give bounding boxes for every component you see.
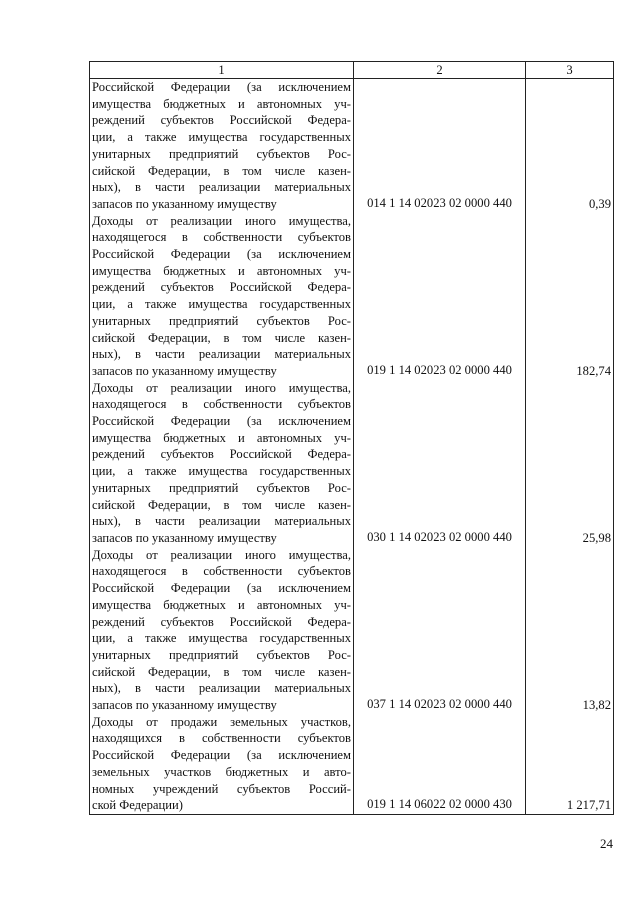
description-line: реждений субъектов Российской Федера- bbox=[92, 614, 351, 629]
description-line: запасов по указанному имуществу bbox=[92, 698, 277, 713]
table-row bbox=[90, 213, 614, 380]
row-amount: 0,39 bbox=[526, 79, 614, 213]
description-line: ных), в части реализации материальных bbox=[92, 681, 351, 696]
header-col-1: 1 bbox=[90, 62, 354, 79]
description-line: унитарных предприятий субъектов Рос- bbox=[92, 647, 351, 662]
description-line: Российской Федерации (за исключением bbox=[92, 80, 351, 94]
row-description bbox=[90, 714, 354, 815]
table-row bbox=[90, 380, 614, 547]
description-line: ции, а также имущества государственных bbox=[92, 130, 351, 145]
table-header bbox=[90, 62, 614, 79]
description-line: ции, а также имущества государственных bbox=[92, 631, 351, 646]
row-amount: 25,98 bbox=[526, 380, 614, 547]
description-line: имущества бюджетных и автономных уч- bbox=[92, 597, 351, 612]
header-row bbox=[90, 62, 614, 79]
description-line: запасов по указанному имуществу bbox=[92, 530, 277, 545]
description-line: Доходы от реализации иного имущества, bbox=[92, 380, 351, 395]
description-line: ции, а также имущества государственных bbox=[92, 297, 351, 312]
description-line: реждений субъектов Российской Федера- bbox=[92, 447, 351, 462]
description-line: сийской Федерации, в том числе казен- bbox=[92, 497, 351, 512]
description-line: Российской Федерации (за исключением bbox=[92, 414, 351, 429]
revenue-table bbox=[89, 61, 614, 815]
description-line: Российской Федерации (за исключением bbox=[92, 247, 351, 262]
description-line: имущества бюджетных и автономных уч- bbox=[92, 263, 351, 278]
description-line: сийской Федерации, в том числе казен- bbox=[92, 664, 351, 679]
description-line: запасов по указанному имуществу bbox=[92, 363, 277, 378]
row-budget-code: 037 1 14 02023 02 0000 440 bbox=[354, 547, 526, 714]
description-line: ных), в части реализации материальных bbox=[92, 180, 351, 195]
description-line: Доходы от реализации иного имущества, bbox=[92, 213, 351, 228]
row-description bbox=[90, 380, 354, 547]
table-row bbox=[90, 79, 614, 213]
description-line: запасов по указанному имуществу bbox=[92, 196, 277, 211]
page-number: 24 bbox=[600, 836, 613, 851]
description-line: ции, а также имущества государственных bbox=[92, 464, 351, 479]
row-budget-code: 019 1 14 02023 02 0000 440 bbox=[354, 213, 526, 380]
table-row bbox=[90, 547, 614, 714]
row-budget-code: 014 1 14 02023 02 0000 440 bbox=[354, 79, 526, 213]
description-line: номных учреждений субъектов Россий- bbox=[92, 781, 351, 796]
description-line: унитарных предприятий субъектов Рос- bbox=[92, 480, 351, 495]
description-line: Российской Федерации (за исключением bbox=[92, 581, 351, 596]
description-line: сийской Федерации, в том числе казен- bbox=[92, 163, 351, 178]
description-line: находящихся в собственности субъектов bbox=[92, 731, 351, 746]
description-line: находящегося в собственности субъектов bbox=[92, 397, 351, 412]
row-budget-code: 019 1 14 06022 02 0000 430 bbox=[354, 714, 526, 815]
description-line: находящегося в собственности субъектов bbox=[92, 564, 351, 579]
row-amount: 1 217,71 bbox=[526, 714, 614, 815]
description-line: ской Федерации) bbox=[92, 798, 183, 813]
description-line: сийской Федерации, в том числе казен- bbox=[92, 330, 351, 345]
description-line: Российской Федерации (за исключением bbox=[92, 748, 351, 763]
description-line: унитарных предприятий субъектов Рос- bbox=[92, 313, 351, 328]
description-line: имущества бюджетных и автономных уч- bbox=[92, 430, 351, 445]
description-line: находящегося в собственности субъектов bbox=[92, 230, 351, 245]
row-description bbox=[90, 213, 354, 380]
header-col-3: 3 bbox=[526, 62, 614, 79]
description-line: реждений субъектов Российской Федера- bbox=[92, 113, 351, 128]
row-amount: 13,82 bbox=[526, 547, 614, 714]
header-col-2: 2 bbox=[354, 62, 526, 79]
row-description bbox=[90, 547, 354, 714]
table-row bbox=[90, 714, 614, 815]
description-line: имущества бюджетных и автономных уч- bbox=[92, 96, 351, 111]
description-line: ных), в части реализации материальных bbox=[92, 347, 351, 362]
description-line: Доходы от продажи земельных участков, bbox=[92, 714, 351, 729]
description-line: ных), в части реализации материальных bbox=[92, 514, 351, 529]
row-description bbox=[90, 79, 354, 213]
row-budget-code: 030 1 14 02023 02 0000 440 bbox=[354, 380, 526, 547]
description-line: Доходы от реализации иного имущества, bbox=[92, 547, 351, 562]
row-amount: 182,74 bbox=[526, 213, 614, 380]
description-line: унитарных предприятий субъектов Рос- bbox=[92, 146, 351, 161]
description-line: реждений субъектов Российской Федера- bbox=[92, 280, 351, 295]
table-body bbox=[90, 79, 614, 815]
description-line: земельных участков бюджетных и авто- bbox=[92, 764, 351, 779]
